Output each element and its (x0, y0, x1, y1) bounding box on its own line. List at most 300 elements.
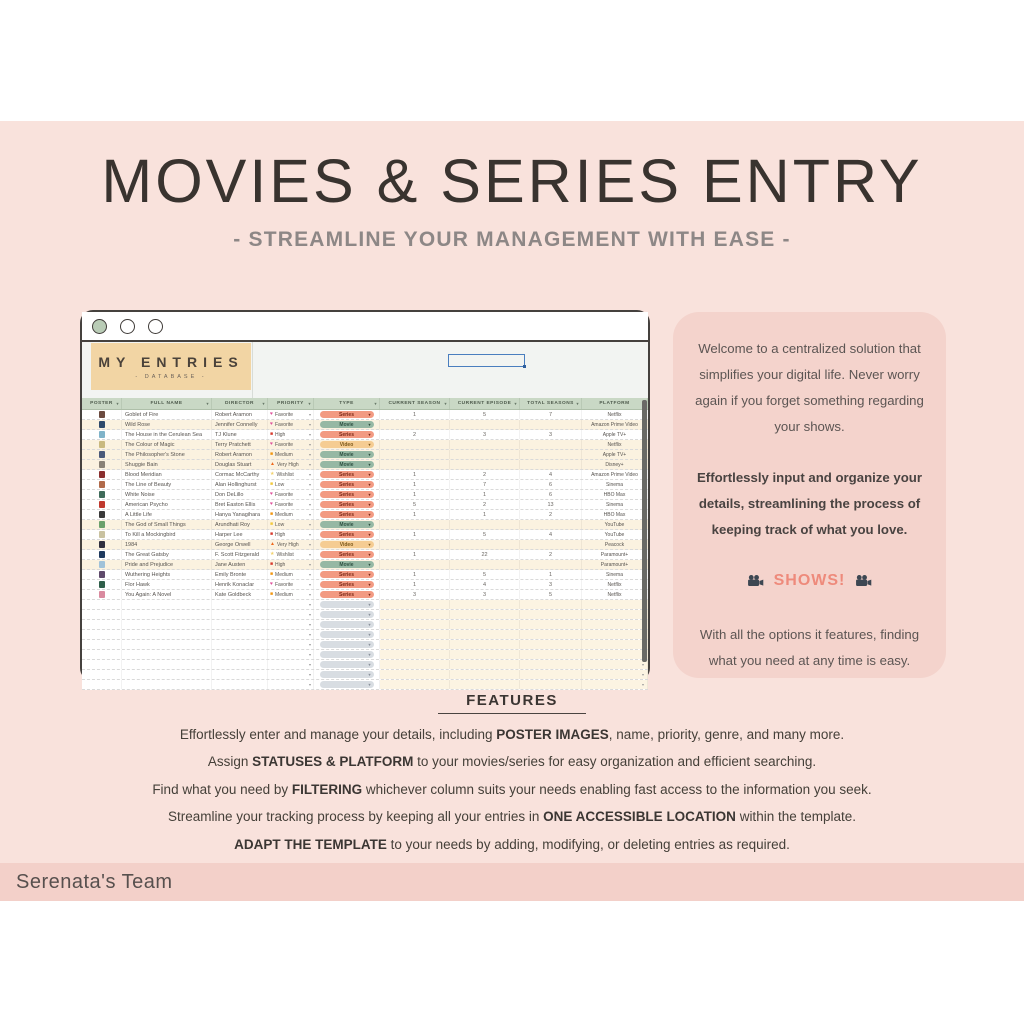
chevron-down-icon[interactable]: ▾ (308, 512, 311, 517)
priority-cell[interactable] (268, 470, 314, 479)
fullname-cell[interactable]: The Line of Beauty (122, 480, 212, 489)
fullname-cell[interactable]: You Again: A Novel (122, 590, 212, 599)
type-pill[interactable] (320, 611, 374, 618)
current-season-cell[interactable]: 1 (380, 550, 450, 559)
type-pill[interactable] (320, 531, 374, 538)
type-pill[interactable] (320, 521, 374, 528)
current-season-cell[interactable] (380, 610, 450, 619)
total-seasons-cell[interactable] (520, 640, 582, 649)
fullname-cell[interactable] (122, 630, 212, 639)
priority-cell[interactable] (268, 500, 314, 509)
platform-cell[interactable] (582, 630, 648, 639)
fullname-cell[interactable]: 1984 (122, 540, 212, 549)
chevron-down-icon[interactable]: ▾ (368, 582, 371, 587)
poster-cell[interactable] (82, 640, 122, 649)
chevron-down-icon[interactable]: ▾ (368, 642, 371, 647)
type-pill[interactable] (320, 441, 374, 448)
filter-icon[interactable]: ▾ (116, 401, 119, 406)
director-cell[interactable]: Terry Pratchett (212, 440, 268, 449)
chevron-down-icon[interactable]: ▾ (308, 452, 311, 457)
platform-cell[interactable] (582, 620, 648, 629)
total-seasons-cell[interactable]: 4 (520, 530, 582, 539)
director-cell[interactable]: Bret Easton Ellis (212, 500, 268, 509)
filter-icon[interactable]: ▾ (444, 401, 447, 406)
chevron-down-icon[interactable]: ▾ (308, 472, 311, 477)
director-cell[interactable] (212, 610, 268, 619)
current-episode-cell[interactable]: 1 (450, 490, 520, 499)
priority-cell[interactable] (268, 610, 314, 619)
poster-cell[interactable] (82, 670, 122, 679)
platform-cell[interactable] (582, 470, 648, 479)
total-seasons-cell[interactable] (520, 620, 582, 629)
chevron-down-icon[interactable]: ▾ (368, 502, 371, 507)
platform-cell[interactable] (582, 680, 648, 689)
current-episode-cell[interactable]: 5 (450, 530, 520, 539)
type-cell[interactable] (314, 620, 380, 629)
total-seasons-cell[interactable] (520, 650, 582, 659)
type-pill[interactable] (320, 491, 374, 498)
director-cell[interactable]: Cormac McCarthy (212, 470, 268, 479)
type-pill[interactable] (320, 461, 374, 468)
priority-cell[interactable] (268, 640, 314, 649)
total-seasons-cell[interactable] (520, 660, 582, 669)
fullname-cell[interactable]: Shuggie Bain (122, 460, 212, 469)
current-episode-cell[interactable]: 5 (450, 410, 520, 419)
current-episode-cell[interactable] (450, 640, 520, 649)
current-episode-cell[interactable] (450, 630, 520, 639)
chevron-down-icon[interactable]: ▾ (368, 602, 371, 607)
column-header[interactable] (122, 398, 212, 409)
chevron-down-icon[interactable]: ▾ (368, 622, 371, 627)
director-cell[interactable]: Robert Aramon (212, 450, 268, 459)
type-pill[interactable] (320, 571, 374, 578)
director-cell[interactable]: TJ Klune (212, 430, 268, 439)
chevron-down-icon[interactable]: ▾ (308, 502, 311, 507)
chevron-down-icon[interactable]: ▾ (368, 462, 371, 467)
chevron-down-icon[interactable]: ▾ (308, 662, 311, 667)
platform-cell[interactable] (582, 580, 648, 589)
type-cell[interactable] (314, 670, 380, 679)
current-episode-cell[interactable] (450, 460, 520, 469)
chevron-down-icon[interactable]: ▾ (308, 532, 311, 537)
current-season-cell[interactable] (380, 420, 450, 429)
chevron-down-icon[interactable]: ▾ (368, 652, 371, 657)
current-episode-cell[interactable] (450, 670, 520, 679)
column-header[interactable] (212, 398, 268, 409)
type-cell[interactable] (314, 650, 380, 659)
total-seasons-cell[interactable] (520, 440, 582, 449)
priority-cell[interactable] (268, 520, 314, 529)
current-season-cell[interactable]: 1 (380, 490, 450, 499)
platform-cell[interactable] (582, 460, 648, 469)
type-pill[interactable] (320, 641, 374, 648)
chevron-down-icon[interactable]: ▾ (308, 582, 311, 587)
total-seasons-cell[interactable] (520, 520, 582, 529)
platform-cell[interactable] (582, 540, 648, 549)
priority-cell[interactable] (268, 450, 314, 459)
type-cell[interactable] (314, 410, 380, 419)
total-seasons-cell[interactable] (520, 680, 582, 689)
type-cell[interactable] (314, 590, 380, 599)
current-season-cell[interactable] (380, 650, 450, 659)
priority-cell[interactable] (268, 430, 314, 439)
type-cell[interactable] (314, 520, 380, 529)
chevron-down-icon[interactable]: ▾ (308, 562, 311, 567)
chevron-down-icon[interactable]: ▾ (368, 442, 371, 447)
type-pill[interactable] (320, 601, 374, 608)
filter-icon[interactable]: ▾ (262, 401, 265, 406)
window-control-button[interactable] (120, 319, 135, 334)
platform-cell[interactable] (582, 490, 648, 499)
current-season-cell[interactable]: 1 (380, 530, 450, 539)
current-episode-cell[interactable] (450, 600, 520, 609)
current-episode-cell[interactable]: 7 (450, 480, 520, 489)
chevron-down-icon[interactable]: ▾ (368, 682, 371, 687)
total-seasons-cell[interactable]: 3 (520, 430, 582, 439)
chevron-down-icon[interactable]: ▾ (308, 612, 311, 617)
chevron-down-icon[interactable]: ▾ (308, 542, 311, 547)
priority-cell[interactable] (268, 440, 314, 449)
fullname-cell[interactable]: A Little Life (122, 510, 212, 519)
priority-cell[interactable] (268, 560, 314, 569)
chevron-down-icon[interactable]: ▾ (308, 492, 311, 497)
current-season-cell[interactable] (380, 660, 450, 669)
priority-cell[interactable] (268, 530, 314, 539)
platform-cell[interactable] (582, 600, 648, 609)
chevron-down-icon[interactable]: ▾ (308, 642, 311, 647)
platform-cell[interactable] (582, 500, 648, 509)
priority-cell[interactable] (268, 510, 314, 519)
priority-cell[interactable] (268, 670, 314, 679)
director-cell[interactable] (212, 620, 268, 629)
fullname-cell[interactable] (122, 610, 212, 619)
type-cell[interactable] (314, 580, 380, 589)
current-season-cell[interactable]: 1 (380, 410, 450, 419)
director-cell[interactable]: Alan Hollinghurst (212, 480, 268, 489)
fullname-cell[interactable]: Wuthering Heights (122, 570, 212, 579)
total-seasons-cell[interactable] (520, 630, 582, 639)
type-pill[interactable] (320, 681, 374, 688)
total-seasons-cell[interactable] (520, 670, 582, 679)
priority-cell[interactable] (268, 590, 314, 599)
type-pill[interactable] (320, 551, 374, 558)
type-pill[interactable] (320, 481, 374, 488)
chevron-down-icon[interactable]: ▾ (308, 652, 311, 657)
platform-cell[interactable] (582, 520, 648, 529)
chevron-down-icon[interactable]: ▾ (368, 662, 371, 667)
chevron-down-icon[interactable]: ▾ (641, 672, 644, 677)
current-episode-cell[interactable] (450, 420, 520, 429)
total-seasons-cell[interactable] (520, 540, 582, 549)
fullname-cell[interactable]: The Colour of Magic (122, 440, 212, 449)
current-episode-cell[interactable]: 5 (450, 570, 520, 579)
column-header[interactable] (268, 398, 314, 409)
fullname-cell[interactable] (122, 650, 212, 659)
filter-icon[interactable]: ▾ (374, 401, 377, 406)
type-cell[interactable] (314, 530, 380, 539)
current-season-cell[interactable] (380, 540, 450, 549)
total-seasons-cell[interactable] (520, 600, 582, 609)
type-cell[interactable] (314, 470, 380, 479)
director-cell[interactable]: Harper Lee (212, 530, 268, 539)
type-pill[interactable] (320, 591, 374, 598)
director-cell[interactable] (212, 630, 268, 639)
current-season-cell[interactable] (380, 440, 450, 449)
total-seasons-cell[interactable]: 6 (520, 480, 582, 489)
type-cell[interactable] (314, 440, 380, 449)
type-cell[interactable] (314, 510, 380, 519)
fullname-cell[interactable]: The House in the Cerulean Sea (122, 430, 212, 439)
total-seasons-cell[interactable]: 2 (520, 550, 582, 559)
total-seasons-cell[interactable]: 7 (520, 410, 582, 419)
poster-cell[interactable] (82, 600, 122, 609)
current-season-cell[interactable] (380, 680, 450, 689)
chevron-down-icon[interactable]: ▾ (368, 572, 371, 577)
type-pill[interactable] (320, 451, 374, 458)
column-header[interactable] (314, 398, 380, 409)
priority-cell[interactable] (268, 490, 314, 499)
chevron-down-icon[interactable]: ▾ (308, 552, 311, 557)
fullname-cell[interactable]: To Kill a Mockingbird (122, 530, 212, 539)
platform-cell[interactable] (582, 510, 648, 519)
platform-cell[interactable] (582, 670, 648, 679)
fullname-cell[interactable] (122, 600, 212, 609)
priority-cell[interactable] (268, 460, 314, 469)
poster-cell[interactable] (82, 620, 122, 629)
column-header[interactable] (380, 398, 450, 409)
poster-cell[interactable] (82, 650, 122, 659)
priority-cell[interactable] (268, 620, 314, 629)
column-header[interactable] (582, 398, 648, 409)
priority-cell[interactable] (268, 600, 314, 609)
chevron-down-icon[interactable]: ▾ (368, 522, 371, 527)
type-pill[interactable] (320, 431, 374, 438)
director-cell[interactable] (212, 650, 268, 659)
director-cell[interactable] (212, 670, 268, 679)
current-season-cell[interactable]: 1 (380, 470, 450, 479)
fullname-cell[interactable]: White Noise (122, 490, 212, 499)
current-season-cell[interactable] (380, 560, 450, 569)
chevron-down-icon[interactable]: ▾ (368, 672, 371, 677)
current-season-cell[interactable]: 5 (380, 500, 450, 509)
current-episode-cell[interactable] (450, 680, 520, 689)
priority-cell[interactable] (268, 570, 314, 579)
type-cell[interactable] (314, 450, 380, 459)
current-season-cell[interactable]: 1 (380, 580, 450, 589)
current-season-cell[interactable] (380, 620, 450, 629)
chevron-down-icon[interactable]: ▾ (308, 422, 311, 427)
chevron-down-icon[interactable]: ▾ (368, 542, 371, 547)
window-control-button[interactable] (92, 319, 107, 334)
priority-cell[interactable] (268, 580, 314, 589)
type-cell[interactable] (314, 550, 380, 559)
fullname-cell[interactable]: Pride and Prejudice (122, 560, 212, 569)
chevron-down-icon[interactable]: ▾ (308, 602, 311, 607)
fullname-cell[interactable]: Blood Meridian (122, 470, 212, 479)
type-pill[interactable] (320, 471, 374, 478)
poster-cell[interactable] (82, 660, 122, 669)
current-episode-cell[interactable] (450, 540, 520, 549)
fullname-cell[interactable]: The Great Gatsby (122, 550, 212, 559)
total-seasons-cell[interactable] (520, 560, 582, 569)
platform-cell[interactable] (582, 430, 648, 439)
fullname-cell[interactable]: Goblet of Fire (122, 410, 212, 419)
chevron-down-icon[interactable]: ▾ (308, 592, 311, 597)
filter-icon[interactable]: ▾ (206, 401, 209, 406)
director-cell[interactable]: Jane Austen (212, 560, 268, 569)
priority-cell[interactable] (268, 420, 314, 429)
chevron-down-icon[interactable]: ▾ (308, 412, 311, 417)
chevron-down-icon[interactable]: ▾ (368, 422, 371, 427)
selected-cell[interactable] (448, 354, 525, 367)
director-cell[interactable]: Emily Bronte (212, 570, 268, 579)
current-season-cell[interactable] (380, 600, 450, 609)
current-episode-cell[interactable] (450, 560, 520, 569)
platform-cell[interactable] (582, 440, 648, 449)
chevron-down-icon[interactable]: ▾ (308, 622, 311, 627)
director-cell[interactable] (212, 680, 268, 689)
director-cell[interactable]: Arundhati Roy (212, 520, 268, 529)
chevron-down-icon[interactable]: ▾ (641, 662, 644, 667)
type-cell[interactable] (314, 460, 380, 469)
chevron-down-icon[interactable]: ▾ (368, 512, 371, 517)
platform-cell[interactable] (582, 650, 648, 659)
current-episode-cell[interactable]: 4 (450, 580, 520, 589)
total-seasons-cell[interactable]: 1 (520, 570, 582, 579)
current-season-cell[interactable]: 1 (380, 510, 450, 519)
director-cell[interactable]: George Orwell (212, 540, 268, 549)
chevron-down-icon[interactable]: ▾ (368, 592, 371, 597)
platform-cell[interactable] (582, 610, 648, 619)
type-cell[interactable] (314, 610, 380, 619)
platform-cell[interactable] (582, 550, 648, 559)
fullname-cell[interactable]: Wild Rose (122, 420, 212, 429)
director-cell[interactable]: Robert Aramon (212, 410, 268, 419)
director-cell[interactable]: Douglas Stuart (212, 460, 268, 469)
platform-cell[interactable] (582, 450, 648, 459)
fullname-cell[interactable]: The Philosopher's Stone (122, 450, 212, 459)
platform-cell[interactable] (582, 660, 648, 669)
type-cell[interactable] (314, 500, 380, 509)
type-cell[interactable] (314, 570, 380, 579)
priority-cell[interactable] (268, 410, 314, 419)
type-pill[interactable] (320, 621, 374, 628)
type-pill[interactable] (320, 651, 374, 658)
type-cell[interactable] (314, 660, 380, 669)
total-seasons-cell[interactable] (520, 610, 582, 619)
current-season-cell[interactable]: 1 (380, 570, 450, 579)
priority-cell[interactable] (268, 630, 314, 639)
platform-cell[interactable] (582, 480, 648, 489)
type-cell[interactable] (314, 430, 380, 439)
fullname-cell[interactable]: Flor Hawk (122, 580, 212, 589)
column-header[interactable] (520, 398, 582, 409)
vertical-scrollbar[interactable] (642, 400, 647, 662)
total-seasons-cell[interactable]: 4 (520, 470, 582, 479)
column-header[interactable] (82, 398, 122, 409)
chevron-down-icon[interactable]: ▾ (368, 432, 371, 437)
chevron-down-icon[interactable]: ▾ (368, 452, 371, 457)
filter-icon[interactable]: ▾ (576, 401, 579, 406)
platform-cell[interactable] (582, 420, 648, 429)
chevron-down-icon[interactable]: ▾ (368, 632, 371, 637)
current-episode-cell[interactable]: 2 (450, 470, 520, 479)
platform-cell[interactable] (582, 590, 648, 599)
director-cell[interactable]: Kate Goldbeck (212, 590, 268, 599)
type-pill[interactable] (320, 541, 374, 548)
director-cell[interactable]: Don DeLillo (212, 490, 268, 499)
current-season-cell[interactable]: 1 (380, 480, 450, 489)
current-episode-cell[interactable]: 22 (450, 550, 520, 559)
priority-cell[interactable] (268, 540, 314, 549)
current-episode-cell[interactable] (450, 620, 520, 629)
current-episode-cell[interactable]: 2 (450, 500, 520, 509)
current-episode-cell[interactable]: 1 (450, 510, 520, 519)
type-pill[interactable] (320, 631, 374, 638)
type-pill[interactable] (320, 661, 374, 668)
type-pill[interactable] (320, 511, 374, 518)
type-cell[interactable] (314, 560, 380, 569)
total-seasons-cell[interactable] (520, 460, 582, 469)
chevron-down-icon[interactable]: ▾ (308, 442, 311, 447)
filter-icon[interactable]: ▾ (514, 401, 517, 406)
current-season-cell[interactable]: 3 (380, 590, 450, 599)
fullname-cell[interactable]: The God of Small Things (122, 520, 212, 529)
poster-cell[interactable] (82, 610, 122, 619)
current-episode-cell[interactable] (450, 440, 520, 449)
chevron-down-icon[interactable]: ▾ (308, 572, 311, 577)
chevron-down-icon[interactable]: ▾ (368, 532, 371, 537)
director-cell[interactable] (212, 640, 268, 649)
priority-cell[interactable] (268, 660, 314, 669)
current-episode-cell[interactable]: 3 (450, 430, 520, 439)
fullname-cell[interactable]: American Psycho (122, 500, 212, 509)
director-cell[interactable]: F. Scott Fitzgerald (212, 550, 268, 559)
chevron-down-icon[interactable]: ▾ (368, 612, 371, 617)
fullname-cell[interactable] (122, 660, 212, 669)
current-season-cell[interactable]: 2 (380, 430, 450, 439)
platform-cell[interactable] (582, 410, 648, 419)
chevron-down-icon[interactable]: ▾ (641, 682, 644, 687)
chevron-down-icon[interactable]: ▾ (308, 632, 311, 637)
director-cell[interactable] (212, 600, 268, 609)
type-cell[interactable] (314, 640, 380, 649)
fullname-cell[interactable] (122, 670, 212, 679)
filter-icon[interactable]: ▾ (308, 401, 311, 406)
column-header[interactable] (450, 398, 520, 409)
director-cell[interactable]: Hanya Yanagihara (212, 510, 268, 519)
total-seasons-cell[interactable]: 2 (520, 510, 582, 519)
type-cell[interactable] (314, 480, 380, 489)
total-seasons-cell[interactable]: 3 (520, 580, 582, 589)
total-seasons-cell[interactable]: 13 (520, 500, 582, 509)
platform-cell[interactable] (582, 570, 648, 579)
director-cell[interactable]: Henrik Konaclar (212, 580, 268, 589)
type-cell[interactable] (314, 540, 380, 549)
priority-cell[interactable] (268, 680, 314, 689)
total-seasons-cell[interactable]: 6 (520, 490, 582, 499)
type-cell[interactable] (314, 420, 380, 429)
chevron-down-icon[interactable]: ▾ (368, 492, 371, 497)
current-season-cell[interactable] (380, 460, 450, 469)
poster-cell[interactable] (82, 680, 122, 689)
chevron-down-icon[interactable]: ▾ (308, 482, 311, 487)
director-cell[interactable] (212, 660, 268, 669)
type-cell[interactable] (314, 490, 380, 499)
platform-cell[interactable] (582, 560, 648, 569)
platform-cell[interactable] (582, 530, 648, 539)
chevron-down-icon[interactable]: ▾ (368, 482, 371, 487)
